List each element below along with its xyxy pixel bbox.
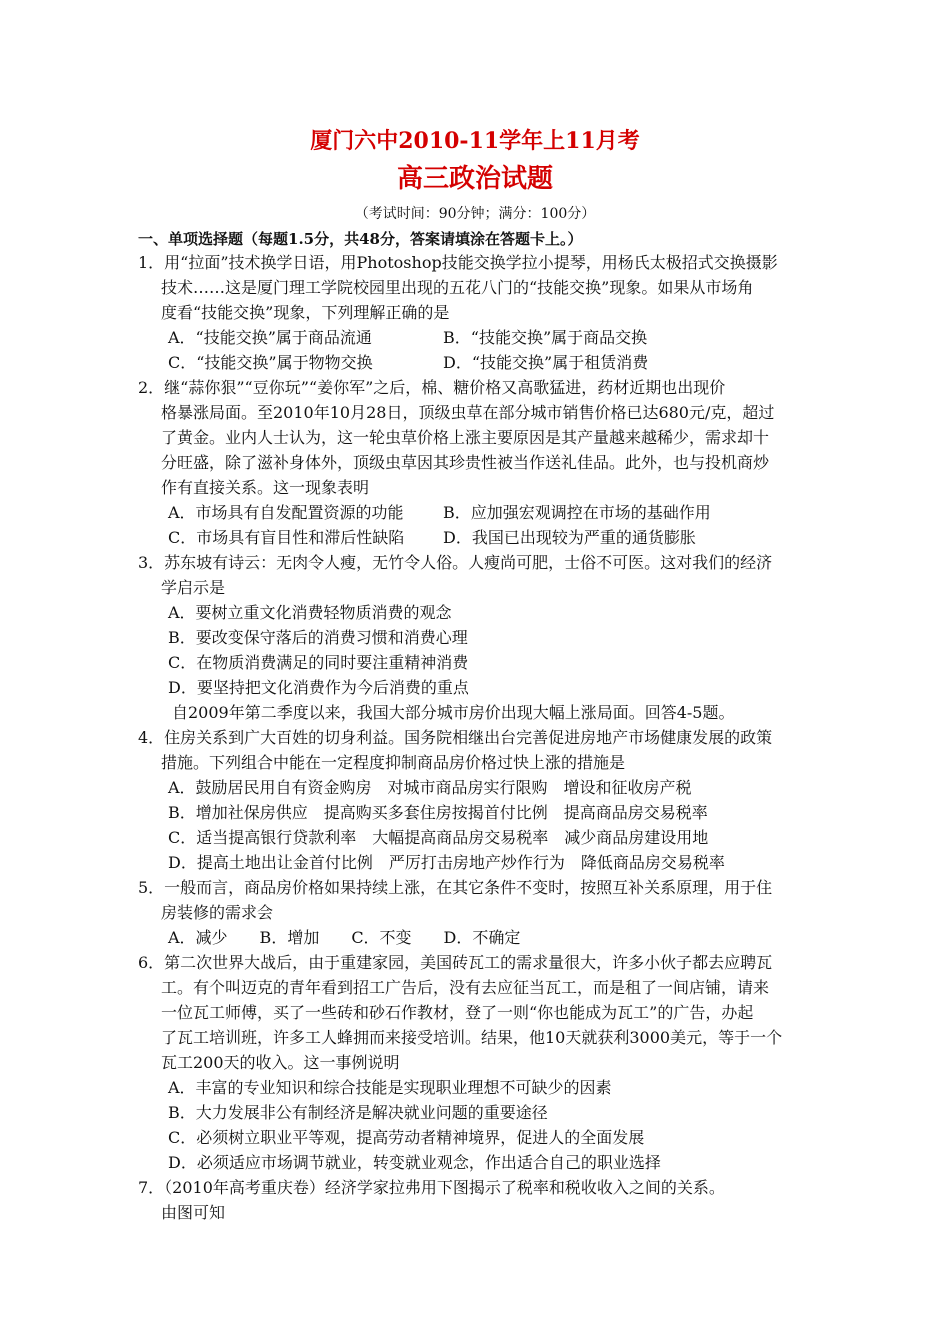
question-7-line: 7．（2010年高考重庆卷）经济学家拉弗用下图揭示了税率和税收收入之间的关系。	[138, 1178, 725, 1197]
question-2-line: 作有直接关系。这一现象表明	[161, 478, 370, 497]
questions-body	[138, 250, 818, 1225]
question-7-line: 由图可知	[161, 1203, 226, 1222]
option-a: A．“技能交换”属于商品流通	[168, 328, 372, 347]
option-c: C．适当提高银行贷款利率 大幅提高商品房交易税率 减少商品房建设用地	[168, 828, 709, 847]
option-d: D．提高土地出让金首付比例 严厉打击房地产炒作行为 降低商品房交易税率	[168, 853, 725, 872]
question-4-line: 4．住房关系到广大百姓的切身利益。国务院相继出台完善促进房地产市场健康发展的政策	[138, 728, 773, 747]
question-5-line: 5．一般而言，商品房价格如果持续上涨，在其它条件不变时，按照互补关系原理，用于住	[138, 878, 773, 897]
option-c: C．在物质消费满足的同时要注重精神消费	[168, 653, 469, 672]
question-2-line: 分旺盛，除了滋补身体外，顶级虫草因其珍贵性被当作送礼佳品。此外，也与投机商炒	[161, 453, 770, 472]
question-3-line: 学启示是	[161, 578, 226, 597]
option-d: D．“技能交换”属于租赁消费	[443, 353, 649, 372]
exam-school-title: 厦门六中2010-11学年上11月考	[310, 128, 640, 154]
option-b: B．“技能交换”属于商品交换	[443, 328, 648, 347]
question-6-line: 6．第二次世界大战后，由于重建家园，美国砖瓦工的需求量很大，许多小伙子都去应聘瓦	[138, 953, 773, 972]
option-a: A．丰富的专业知识和综合技能是实现职业理想不可缺少的因素	[168, 1078, 612, 1097]
option-c: C．市场具有盲目性和滞后性缺陷	[168, 528, 405, 547]
question-3-line: 3．苏东坡有诗云：无肉令人瘦，无竹令人俗。人瘦尚可肥，士俗不可医。这对我们的经济	[138, 553, 773, 572]
question-2-options-row	[138, 525, 818, 550]
question-1-line: 1．用“拉面”技术换学日语，用Photoshop技能交换学拉小提琴，用杨氏太极招式交换摄影	[138, 253, 778, 272]
question-2-line: 2．继“蒜你狠”“豆你玩”“姜你军”之后，棉、糖价格又高歌猛进，药材近期也出现价	[138, 378, 726, 397]
option-a: A．鼓励居民用自有资金购房 对城市商品房实行限购 增设和征收房产税	[168, 778, 692, 797]
passage-intro: 自2009年第二季度以来，我国大部分城市房价出现大幅上涨局面。回答4-5题。	[172, 703, 735, 722]
option-b: B．大力发展非公有制经济是解决就业问题的重要途径	[168, 1103, 548, 1122]
question-1-line: 度看“技能交换”现象，下列理解正确的是	[161, 303, 450, 322]
question-1-options-row	[138, 325, 818, 350]
question-2-line: 了黄金。业内人士认为，这一轮虫草价格上涨主要原因是其产量越来越稀少，需求却十	[161, 428, 770, 447]
option-c: C．“技能交换”属于物物交换	[168, 353, 373, 372]
option-d: D．必须适应市场调节就业，转变就业观念，作出适合自己的职业选择	[168, 1153, 661, 1172]
option-a: A．要树立重文化消费轻物质消费的观念	[168, 603, 452, 622]
question-6-line: 了瓦工培训班，许多工人蜂拥而来接受培训。结果，他10天就获利3000美元，等于一个	[161, 1028, 783, 1047]
question-6-line: 工。有个叫迈克的青年看到招工广告后，没有去应征当瓦工，而是租了一间店铺，请来	[161, 978, 770, 997]
question-1-options-row	[138, 350, 818, 375]
exam-info: （考试时间：90分钟；满分：100分）	[354, 206, 596, 222]
question-2-options-row	[138, 500, 818, 525]
question-1-line: 技术……这是厦门理工学院校园里出现的五花八门的“技能交换”现象。如果从市场角	[161, 278, 754, 297]
question-5-line: 房装修的需求会	[161, 903, 274, 922]
question-6-line: 一位瓦工师傅，买了一些砖和砂石作教材，登了一则“你也能成为瓦工”的广告，办起	[161, 1003, 754, 1022]
option-b: B．要改变保守落后的消费习惯和消费心理	[168, 628, 468, 647]
option-b: B．增加社保房供应 提高购买多套住房按揭首付比例 提高商品房交易税率	[168, 803, 708, 822]
question-5-options: A．减少 B．增加 C．不变 D．不确定	[168, 928, 521, 947]
option-b: B．应加强宏观调控在市场的基础作用	[443, 503, 711, 522]
question-6-line: 瓦工200天的收入。这一事例说明	[161, 1053, 400, 1072]
section-heading: 一、单项选择题（每题1.5分，共48分，答案请填涂在答题卡上。）	[138, 230, 583, 248]
option-a: A．市场具有自发配置资源的功能	[168, 503, 404, 522]
option-d: D．我国已出现较为严重的通货膨胀	[443, 528, 696, 547]
question-2-line: 格暴涨局面。至2010年10月28日，顶级虫草在部分城市销售价格已达680元/克，超过	[161, 403, 775, 422]
option-c: C．必须树立职业平等观，提高劳动者精神境界，促进人的全面发展	[168, 1128, 645, 1147]
option-d: D．要坚持把文化消费作为今后消费的重点	[168, 678, 469, 697]
question-4-line: 措施。下列组合中能在一定程度抑制商品房价格过快上涨的措施是	[161, 753, 626, 772]
exam-subject-title: 高三政治试题	[396, 164, 553, 194]
